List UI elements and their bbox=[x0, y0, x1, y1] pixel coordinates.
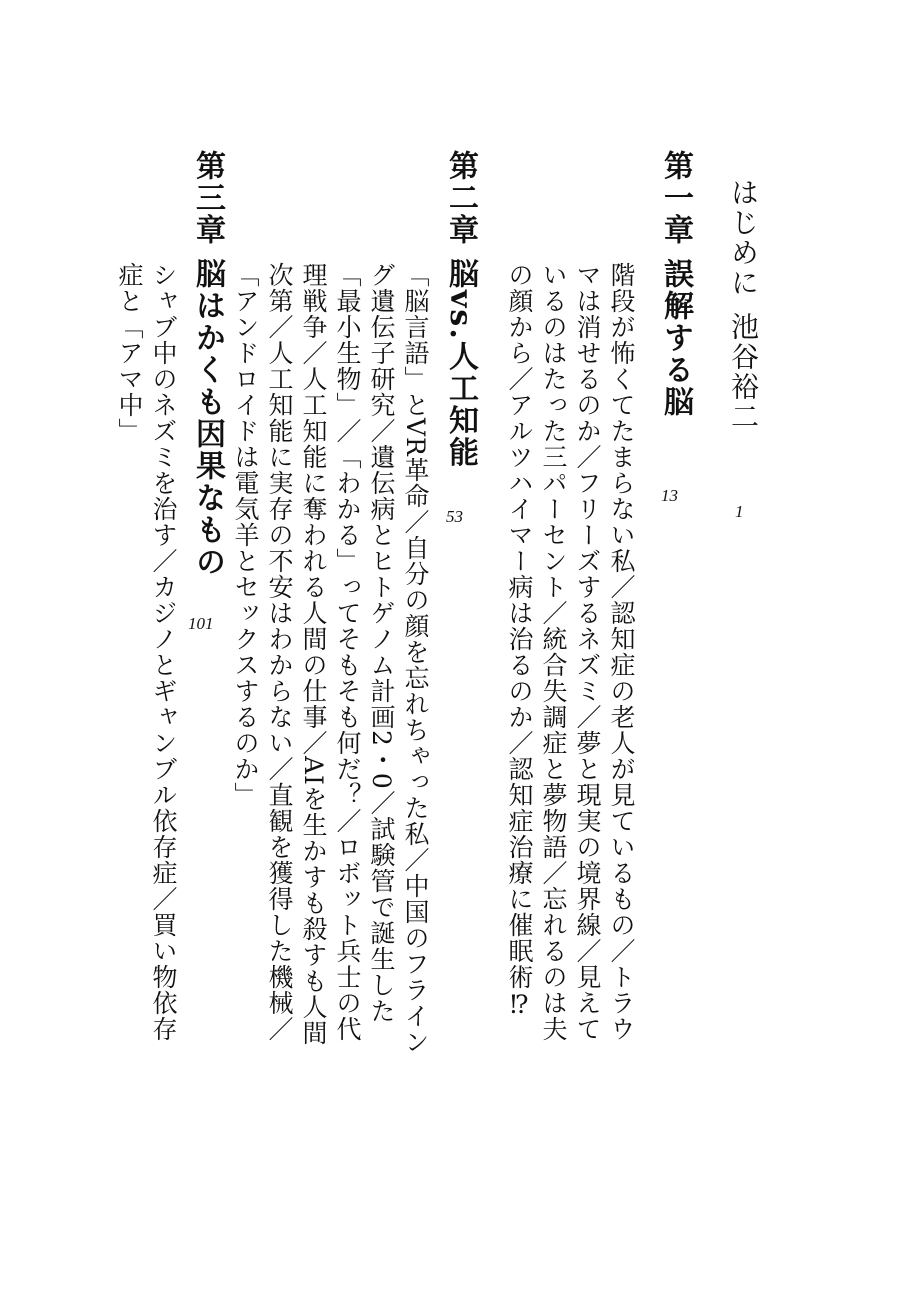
chapter-2-page-number: 53 bbox=[446, 507, 463, 526]
chapter-1-summary: 階段が怖くてたまらない私／認知症の老人が見ているもの／トラウマは消せるのか／フリーズするネズミ／夢と現実の境界線／見えているのはたった三パーセント／統合失調症と夢物語／忘れるのは夫の顔から／アルツハイマー病は治るのか／認知症治療に催眠術⁉ bbox=[505, 262, 636, 1042]
chapter-3-title: 脳はかくも因果なもの bbox=[190, 258, 225, 578]
chapter-3-page-number: 101 bbox=[188, 614, 214, 633]
preface-author: 池谷裕二 bbox=[727, 312, 760, 432]
chapter-2-title: 脳vs.人工知能 bbox=[443, 258, 478, 469]
chapter-3-number: 第三章 bbox=[190, 150, 225, 246]
chapter-3-summary: シャブ中のネズミを治す／カジノとギャンブル依存症／買い物依存症と「アマ中」 bbox=[115, 262, 178, 1042]
preface-title: はじめに bbox=[727, 178, 760, 298]
chapter-1-number: 第一章 bbox=[658, 150, 693, 246]
chapter-1-title: 誤解する脳 bbox=[658, 258, 693, 418]
chapter-2-summary: 「脳言語」とVR革命／自分の顔を忘れちゃった私／中国のフライング遺伝子研究／遺伝病とヒトゲノム計画2・0／試験管で誕生した「最小生物」／「わかる」ってそもそも何だ？／ロボット兵士の代理戦争／人工知能に奪われる人間の仕事／AIを生かすも殺すも人間次第／人工知能に実存の不安はわからない／直観を獲得した機械／「アンドロイドは電気羊とセックスするのか」 bbox=[231, 262, 430, 1055]
chapter-1-page-number: 13 bbox=[661, 486, 678, 505]
chapter-2-number: 第二章 bbox=[443, 150, 478, 246]
preface-page-number: 1 bbox=[735, 502, 744, 521]
